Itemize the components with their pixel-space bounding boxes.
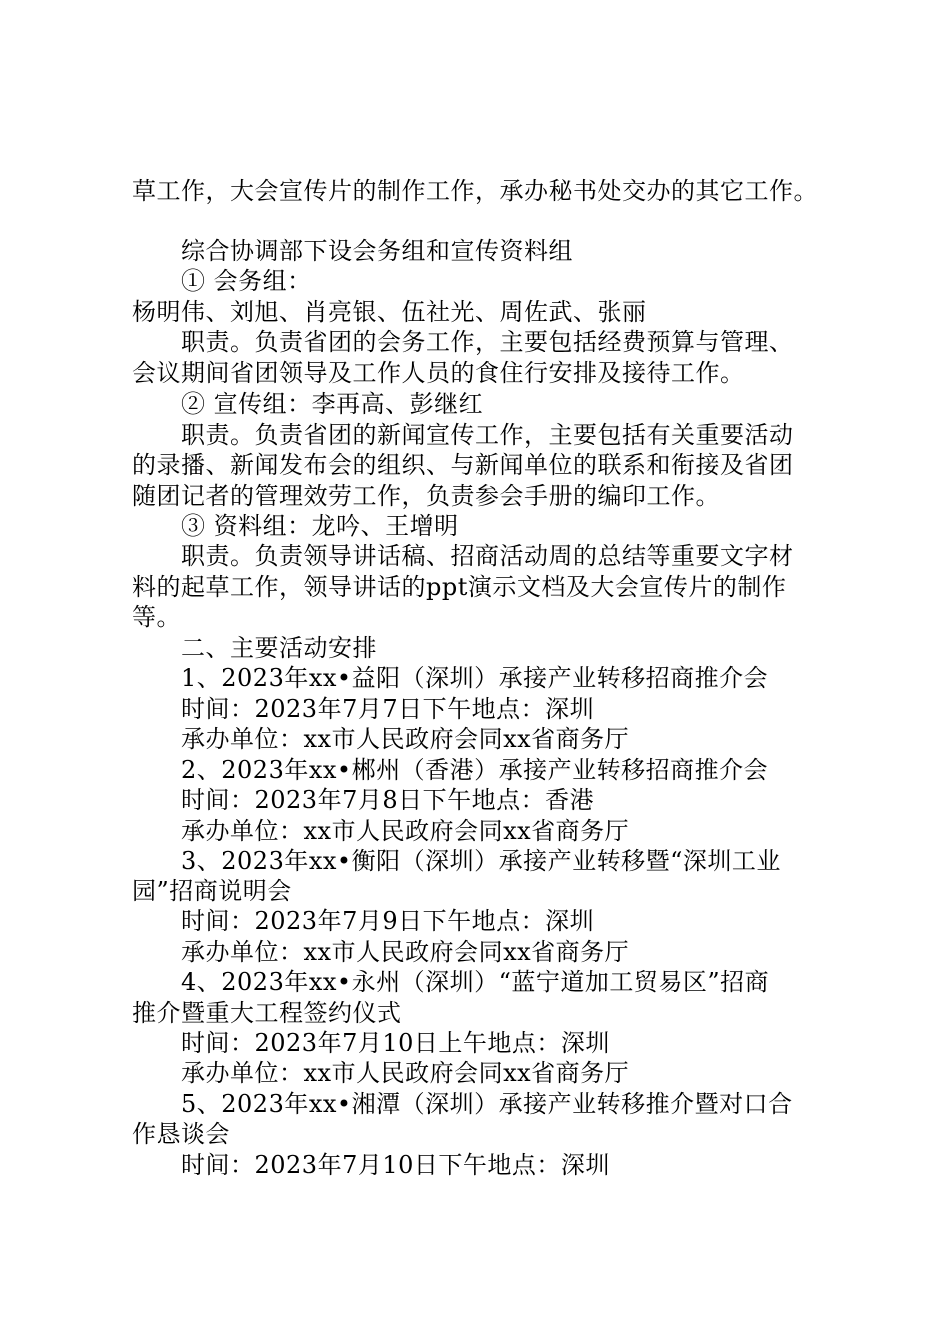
event-organizer: 承办单位：xx市人民政府会同xx省商务厅 [181,1059,630,1087]
paragraph-line: 草工作，大会宣传片的制作工作，承办秘书处交办的其它工作。 [132,177,818,205]
paragraph-line: 职责。负责省团的新闻宣传工作，主要包括有关重要活动 [181,421,794,449]
event-title: 2、2023年xx•郴州（香港）承接产业转移招商推介会 [181,756,769,784]
event-title: 推介暨重大工程签约仪式 [132,999,402,1027]
event-organizer: 承办单位：xx市人民政府会同xx省商务厅 [181,725,630,753]
event-organizer: 承办单位：xx市人民政府会同xx省商务厅 [181,938,630,966]
group-heading: ① 会务组： [181,267,312,295]
group-heading: ③ 资料组：龙吟、王增明 [181,512,459,540]
paragraph-line: 会议期间省团领导及工作人员的食住行安排及接待工作。 [132,359,745,387]
section-intro: 综合协调部下设会务组和宣传资料组 [181,237,573,265]
event-time: 时间：2023年7月8日下午地点：香港 [181,786,595,814]
event-title: 园”招商说明会 [132,877,292,905]
event-time: 时间：2023年7月7日下午地点：深圳 [181,695,595,723]
event-organizer: 承办单位：xx市人民政府会同xx省商务厅 [181,817,630,845]
paragraph-line: 随团记者的管理效劳工作，负责参会手册的编印工作。 [132,482,720,510]
paragraph-line: 的录播、新闻发布会的组织、与新闻单位的联系和衔接及省团 [132,451,794,479]
member-list: 杨明伟、刘旭、肖亮银、伍社光、周佐武、张丽 [132,298,647,326]
event-time: 时间：2023年7月10日下午地点：深圳 [181,1151,610,1179]
paragraph-line: 等。 [132,603,181,631]
paragraph-line: 职责。负责省团的会务工作，主要包括经费预算与管理、 [181,328,794,356]
event-title: 4、2023年xx•永州（深圳）“蓝宁道加工贸易区”招商 [181,968,770,996]
event-title: 1、2023年xx•益阳（深圳）承接产业转移招商推介会 [181,664,769,692]
event-time: 时间：2023年7月10日上午地点：深圳 [181,1029,610,1057]
event-title: 3、2023年xx•衡阳（深圳）承接产业转移暨“深圳工业 [181,847,781,875]
event-time: 时间：2023年7月9日下午地点：深圳 [181,907,595,935]
event-title: 作恳谈会 [132,1120,230,1148]
paragraph-line: 职责。负责领导讲话稿、招商活动周的总结等重要文字材 [181,542,794,570]
section-heading: 二、主要活动安排 [181,634,377,662]
paragraph-line: 料的起草工作，领导讲话的ppt演示文档及大会宣传片的制作 [132,573,787,601]
event-title: 5、2023年xx•湘潭（深圳）承接产业转移推介暨对口合 [181,1090,793,1118]
group-heading: ② 宣传组：李再高、彭继红 [181,390,484,418]
